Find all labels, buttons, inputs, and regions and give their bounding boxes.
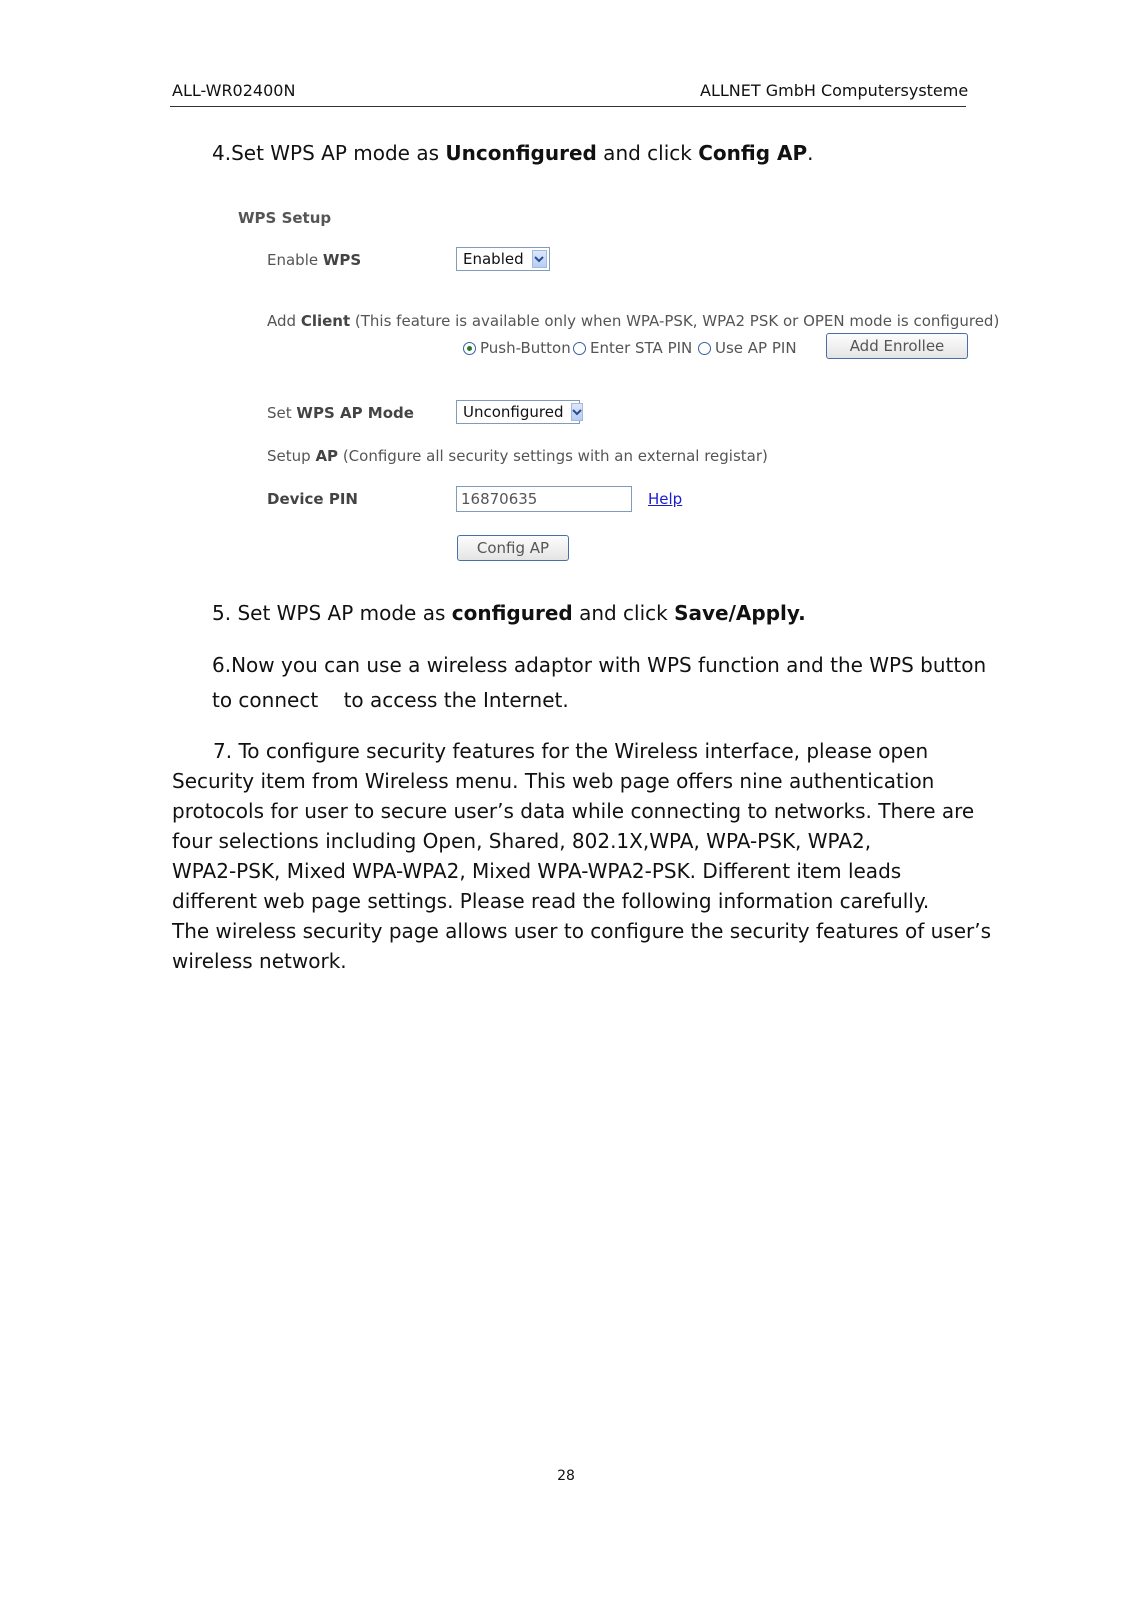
step-5-middle: and click xyxy=(572,601,675,625)
wps-ap-mode-select[interactable] xyxy=(456,400,580,424)
add-client-bold: Client xyxy=(300,312,351,330)
wps-ap-mode-prefix: Set xyxy=(267,404,297,422)
add-client-note: (This feature is available only when WPA-PSK, WPA2 PSK or OPEN mode is configured) xyxy=(350,312,1000,330)
step-7-line-7: The wireless security page allows user to configure the security features of user’s xyxy=(172,919,992,943)
page-number: 28 xyxy=(557,1468,575,1484)
step-6-line-1: 6.Now you can use a wireless adaptor with WPS function and the WPS button xyxy=(212,653,987,677)
step-7-line-2: Security item from Wireless menu. This web page offers nine authentication xyxy=(172,769,935,793)
help-link[interactable]: Help xyxy=(648,490,683,508)
enable-wps-label-prefix: Enable xyxy=(267,251,323,269)
chevron-down-icon xyxy=(532,250,547,268)
header-rule xyxy=(170,106,966,107)
step-7-line-3: protocols for user to secure user’s data while connecting to networks. There are xyxy=(172,799,975,823)
radio-push-button[interactable] xyxy=(463,339,571,357)
step-5-prefix: 5. Set WPS AP mode as xyxy=(212,601,452,625)
radio-push-button-label: Push-Button xyxy=(480,339,571,357)
step-4-prefix: 4.Set WPS AP mode as xyxy=(212,141,446,165)
step-7-line-1: 7. To configure security features for the Wireless interface, please open xyxy=(213,739,929,763)
add-enrollee-button[interactable]: Add Enrollee xyxy=(826,333,968,359)
wps-ap-mode-select-value: Unconfigured xyxy=(463,403,564,421)
step-7-line-4: four selections including Open, Shared, 802.1X,WPA, WPA-PSK, WPA2, xyxy=(172,829,872,853)
step-5-text xyxy=(212,598,806,628)
enable-wps-select-value: Enabled xyxy=(463,250,524,268)
add-client-prefix: Add xyxy=(267,312,301,330)
step-7-line-8: wireless network. xyxy=(172,949,347,973)
step-5-bold-button: Save/Apply. xyxy=(674,601,806,625)
device-pin-field[interactable]: 16870635 xyxy=(456,486,632,512)
step-4-bold-mode: Unconfigured xyxy=(445,141,597,165)
step-4-middle: and click xyxy=(596,141,699,165)
wps-ap-mode-label xyxy=(267,404,414,422)
wps-setup-title: WPS Setup xyxy=(238,209,332,227)
step-7-line-6: different web page settings. Please read the following information carefully. xyxy=(172,889,930,913)
enable-wps-select[interactable] xyxy=(456,247,550,271)
radio-enter-sta-pin-label: Enter STA PIN xyxy=(590,339,693,357)
step-4-bold-button: Config AP xyxy=(698,141,808,165)
step-7-line-5: WPA2-PSK, Mixed WPA-WPA2, Mixed WPA-WPA2-PSK. Different item leads xyxy=(172,859,902,883)
config-ap-button[interactable]: Config AP xyxy=(457,535,569,561)
radio-enter-sta-pin[interactable] xyxy=(573,339,692,357)
enable-wps-label-bold: WPS xyxy=(322,251,362,269)
radio-use-ap-pin[interactable] xyxy=(698,339,797,357)
radio-use-ap-pin-label: Use AP PIN xyxy=(715,339,797,357)
chevron-down-icon xyxy=(571,403,583,421)
setup-ap-bold: AP xyxy=(315,447,339,465)
wps-setup-panel xyxy=(238,208,1000,578)
step-4-suffix: . xyxy=(807,141,814,165)
step-6-line-2: to connect to access the Internet. xyxy=(212,688,569,712)
wps-ap-mode-bold: WPS AP Mode xyxy=(296,404,414,422)
enable-wps-label xyxy=(267,251,361,269)
setup-ap-prefix: Setup xyxy=(267,447,316,465)
step-4-text xyxy=(212,138,813,168)
add-client-label xyxy=(267,312,999,330)
setup-ap-note: (Configure all security settings with an external registar) xyxy=(338,447,768,465)
setup-ap-label xyxy=(267,447,768,465)
radio-unselected-icon xyxy=(698,342,711,355)
header-model: ALL-WR02400N xyxy=(172,81,296,100)
header-company: ALLNET GmbH Computersysteme xyxy=(700,81,969,100)
step-5-bold-mode: configured xyxy=(451,601,573,625)
radio-unselected-icon xyxy=(573,342,586,355)
radio-selected-icon xyxy=(463,342,476,355)
device-pin-label: Device PIN xyxy=(267,490,358,508)
